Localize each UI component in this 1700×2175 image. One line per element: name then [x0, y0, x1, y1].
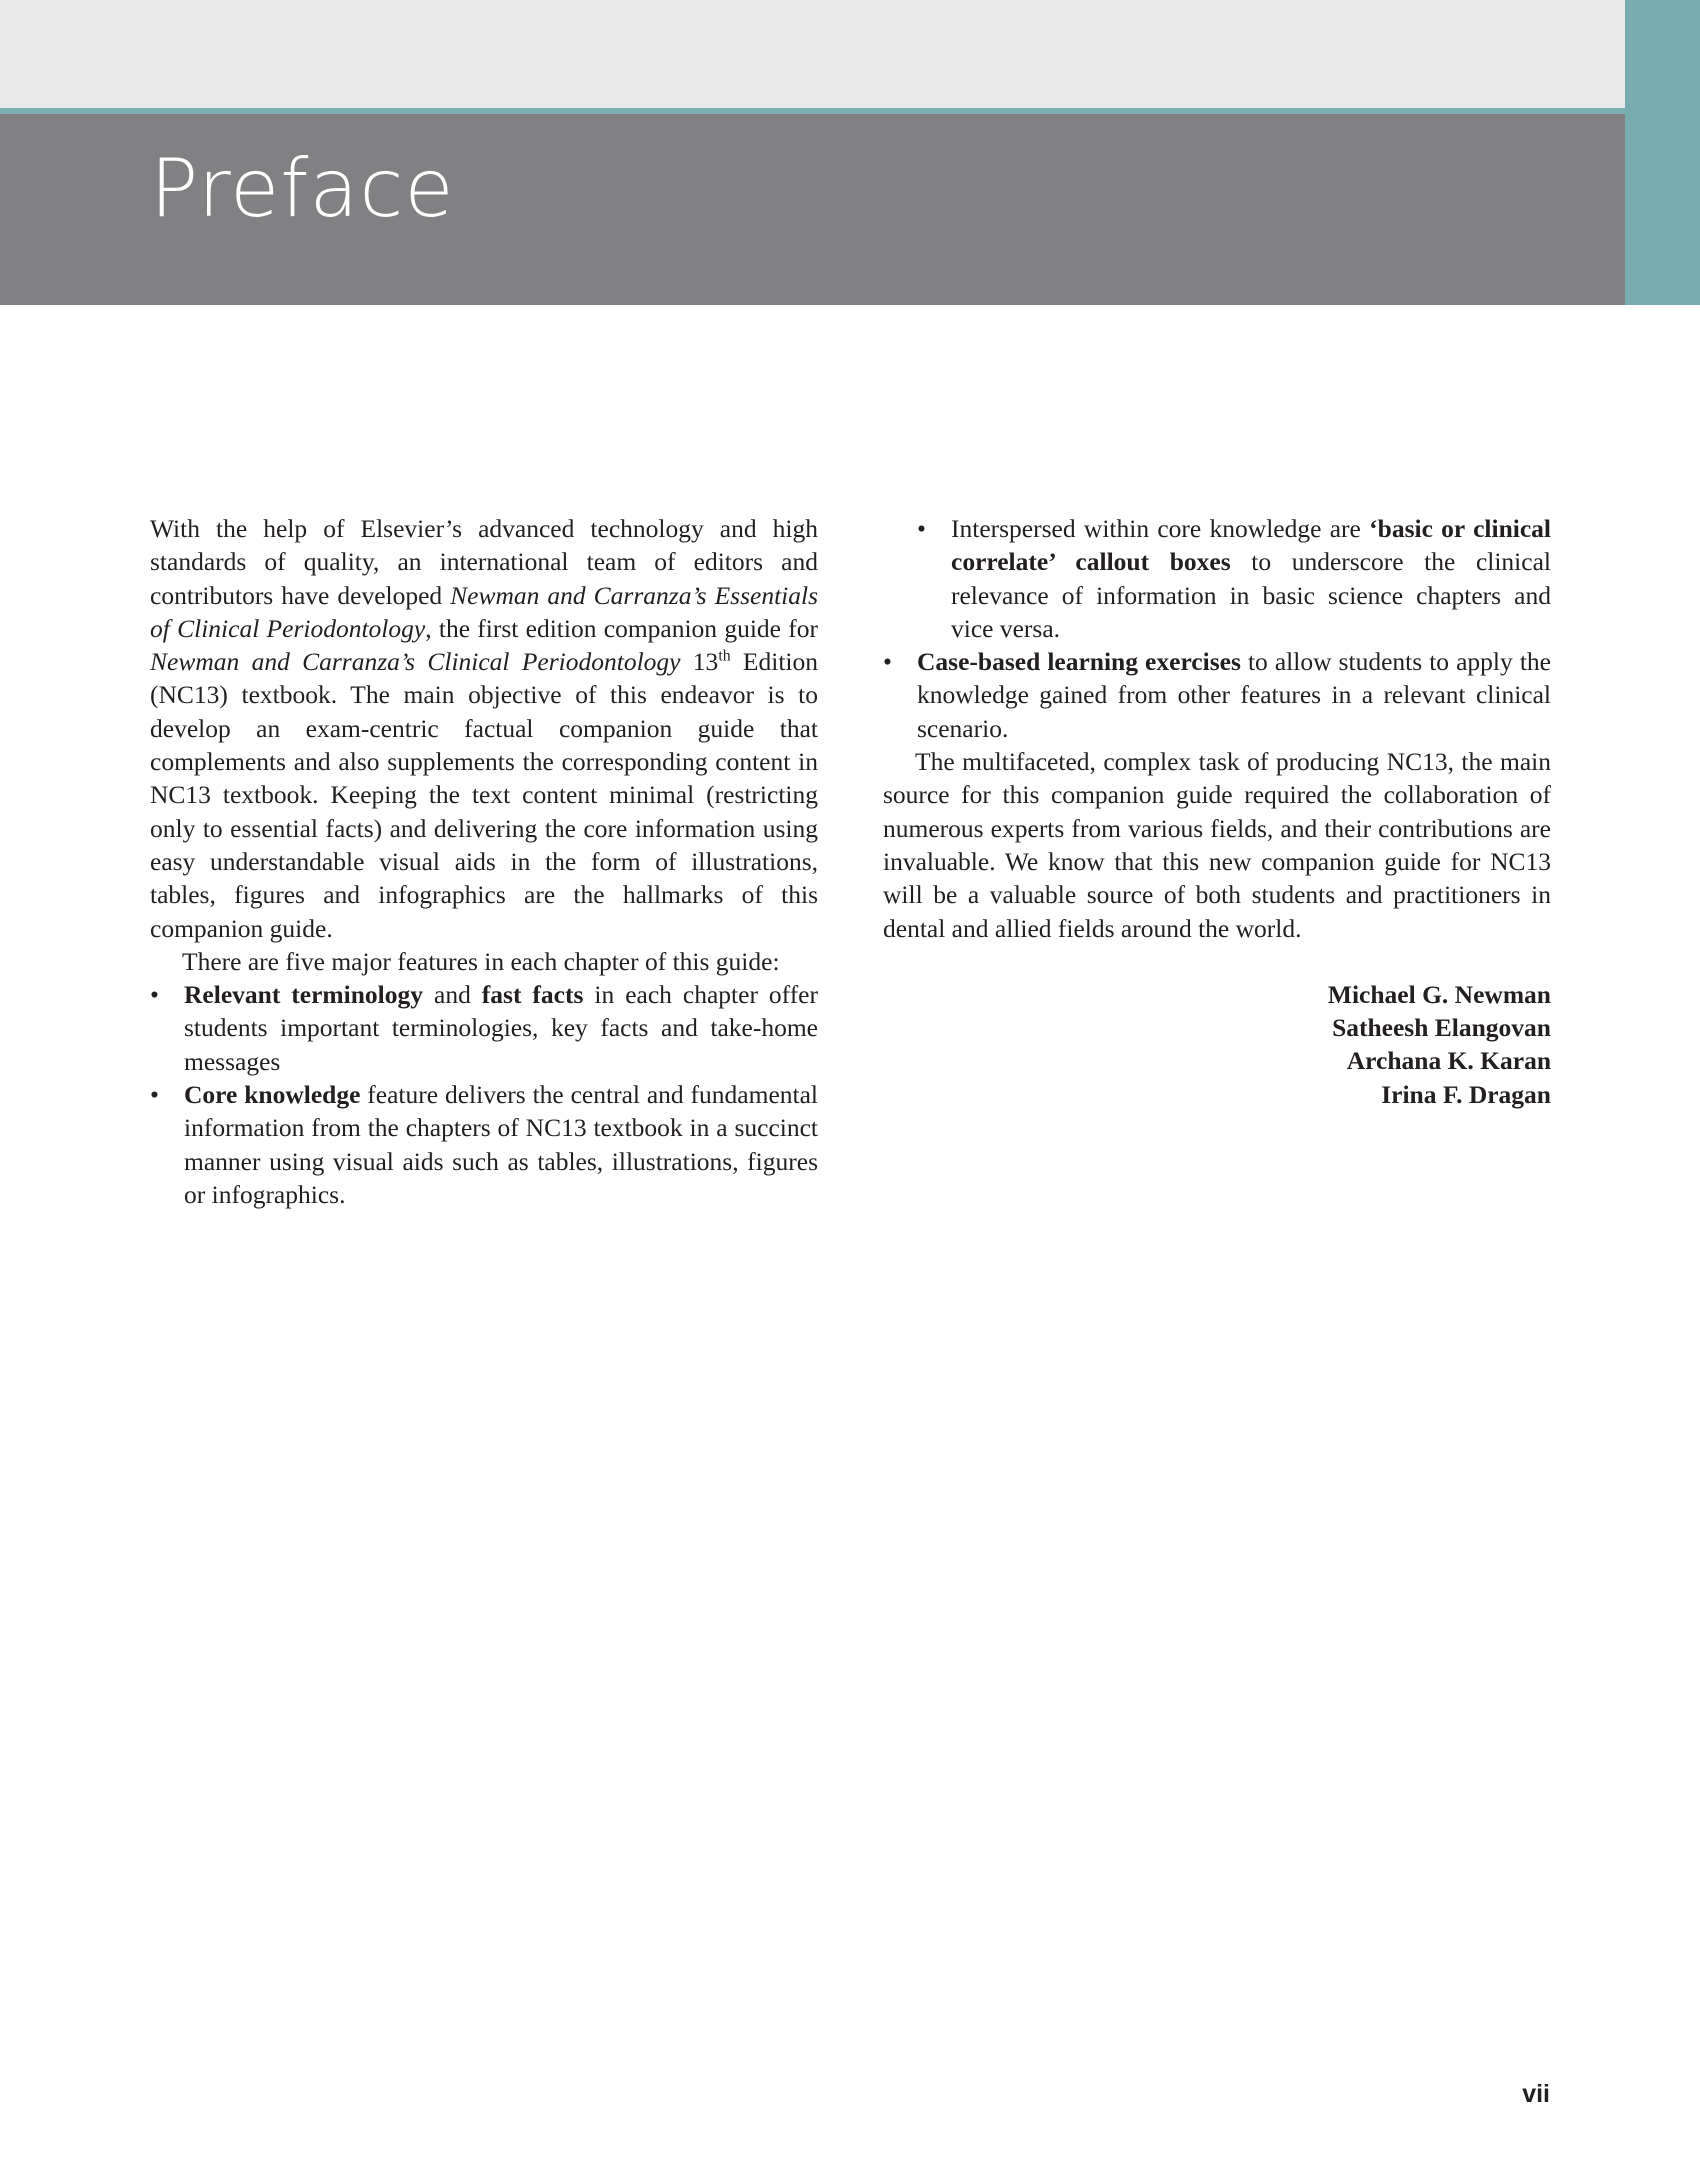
intro-paragraph: With the help of Elsevier’s advanced technology and high standards of quality, an international team of editors and contributors have developed Newman and Carranza’s Essentials of Clinical Periodontology, the first edition companion guide for Newman and Carranza’s Clinical Periodontology 13th Edition (NC13) textbook. The main objective of this endeavor is to develop an exam-centric factual companion guide that complements and also supplements the corresponding content in NC13 textbook. Keeping the text content minimal (restricting only to essential facts) and delivering the core information using easy understandable visual aids in the form of illustrations, tables, figures and infographics are the hallmarks of this companion guide. [150, 514, 819, 943]
feature-core-knowledge: • Core knowledge feature delivers the central and fundamental information from the chapters of NC13 textbook in a succinct manner using visual aids such as tables, illustrations, figures or infographics. [150, 1078, 818, 1211]
page-number: vii [1522, 2080, 1550, 2108]
book-title-clinical: Newman and Carranza’s Clinical Periodontology [150, 647, 681, 677]
features-list [150, 978, 818, 1211]
book-title-essentials: Newman and Carranza’s Essentials of Clinical Periodontology [150, 580, 819, 643]
author-name: Irina F. Dragan [1381, 1079, 1551, 1109]
page-title: Preface [150, 142, 455, 235]
sub-features-list [883, 512, 1551, 645]
feature-case-based-learning: • Case-based learning exercises to allow students to apply the knowledge gained from other features in a relevant clinical scenario. [883, 645, 1551, 745]
chapter-tab [1625, 0, 1700, 305]
header-top-band [0, 0, 1625, 108]
right-column [883, 512, 1551, 1111]
feature-callout-boxes: • Interspersed within core knowledge are ‘basic or clinical correlate’ callout boxes to underscore the clinical relevance of information in basic science chapters and vice versa. [883, 512, 1551, 645]
author-name: Satheesh Elangovan [1332, 1013, 1551, 1043]
left-column [150, 512, 818, 1211]
author-list [883, 978, 1551, 1111]
feature-terminology: • Relevant terminology and fast facts in each chapter offer students important terminologies, key facts and take-home messages [150, 978, 818, 1078]
features-list-continued [883, 645, 1551, 745]
author-name: Archana K. Karan [1346, 1046, 1551, 1076]
features-intro-paragraph: There are five major features in each chapter of this guide: [182, 946, 780, 976]
closing-paragraph: The multifaceted, complex task of producing NC13, the main source for this companion guide required the collaboration of numerous experts from various fields, and their contributions are invaluable. We know that this new companion guide for NC13 will be a valuable source of both students and practitioners in dental and allied fields around the world. [883, 747, 1551, 943]
author-name: Michael G. Newman [1327, 979, 1551, 1009]
